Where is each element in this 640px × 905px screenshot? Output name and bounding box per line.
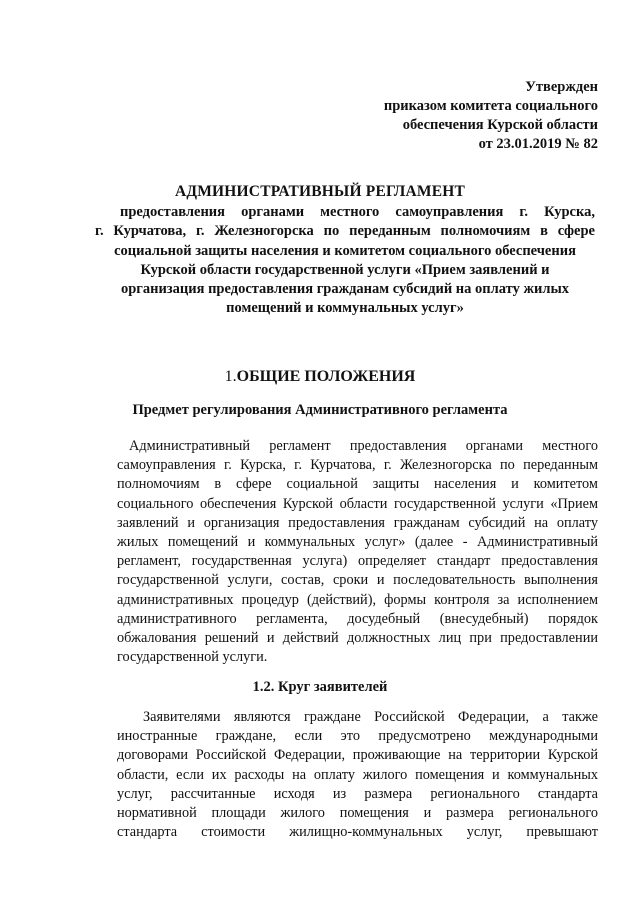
paragraph-line: административного регламента, досудебный (внесудебный) порядок <box>117 610 598 627</box>
paragraph-line: социального обеспечения Курской области государственной услуги «Прием <box>117 495 598 512</box>
paragraph-line: административных процедур (действий), формы контроля за исполнением <box>117 591 598 608</box>
section-title: ОБЩИЕ ПОЛОЖЕНИЯ <box>236 368 416 385</box>
paragraph-line: нормативной площади жилого помещения и размера регионального <box>117 805 598 822</box>
paragraph-line: жилых помещений и коммунальных услуг» (далее - Административный <box>117 534 598 551</box>
approval-stamp <box>384 78 598 154</box>
subtitle-line: предоставления органами местного самоуправления г. Курска, <box>120 204 595 220</box>
regulation-title: АДМИНИСТРАТИВНЫЙ РЕГЛАМЕНТ <box>174 183 466 200</box>
paragraph-line: регламент, государственная услуга) определяет стандарт предоставления <box>117 553 598 570</box>
subsection-heading: 1.2. Круг заявителей <box>252 679 388 695</box>
paragraph <box>117 708 598 842</box>
approval-line: приказом комитета социального <box>383 98 598 114</box>
subtitle-line: Курской области государственной услуги «Прием заявлений и <box>140 261 550 278</box>
paragraph <box>117 437 598 667</box>
paragraph-line: самоуправления г. Курска, г. Курчатова, г. Железногорска по переданным <box>117 457 598 474</box>
paragraph-line: государственной услуги, состав, сроки и последовательность выполнения <box>117 572 598 589</box>
regulation-subtitle <box>95 203 595 319</box>
subtitle-line: помещений и коммунальных услуг» <box>226 300 464 317</box>
section-heading <box>0 368 640 386</box>
subtitle-line: г. Курчатова, г. Железногорска по переданным полномочиям в сфере <box>95 223 595 240</box>
paragraph-line: заявлений и организация предоставления гражданам субсидий на оплату <box>117 514 598 531</box>
paragraph-line: государственной услуги. <box>117 649 268 666</box>
paragraph-line: Административный регламент предоставления органами местного <box>129 438 598 454</box>
approval-line: обеспечения Курской области <box>402 117 598 133</box>
subsection-heading: Предмет регулирования Административного регламента <box>132 402 508 418</box>
subtitle-line: организация предоставления гражданам субсидий на оплату жилых <box>120 281 570 298</box>
approval-line: Утвержден <box>525 79 598 95</box>
paragraph-line: услуг, рассчитанные исходя из размера регионального стандарта <box>117 785 598 802</box>
subtitle-line: социальной защиты населения и комитетом социального обеспечения <box>114 242 576 259</box>
section-number: 1. <box>224 368 237 385</box>
paragraph-line: стандарта стоимости жилищно-коммунальных услуг, превышают <box>117 824 598 841</box>
paragraph-line: иностранные граждане, если это предусмотрено международными <box>117 728 598 745</box>
paragraph-line: области, если их расходы на оплату жилого помещения и коммунальных <box>117 766 598 783</box>
paragraph-line: обжалования решений и действий должностных лиц при предоставлении <box>117 630 598 647</box>
approval-line: от 23.01.2019 № 82 <box>478 136 598 152</box>
paragraph-line: договорами Российской Федерации, проживающие на территории Курской <box>117 747 598 764</box>
paragraph-line: полномочиям в сфере социальной защиты населения и комитетом <box>117 476 598 493</box>
paragraph-line: Заявителями являются граждане Российской Федерации, а также <box>143 709 598 725</box>
